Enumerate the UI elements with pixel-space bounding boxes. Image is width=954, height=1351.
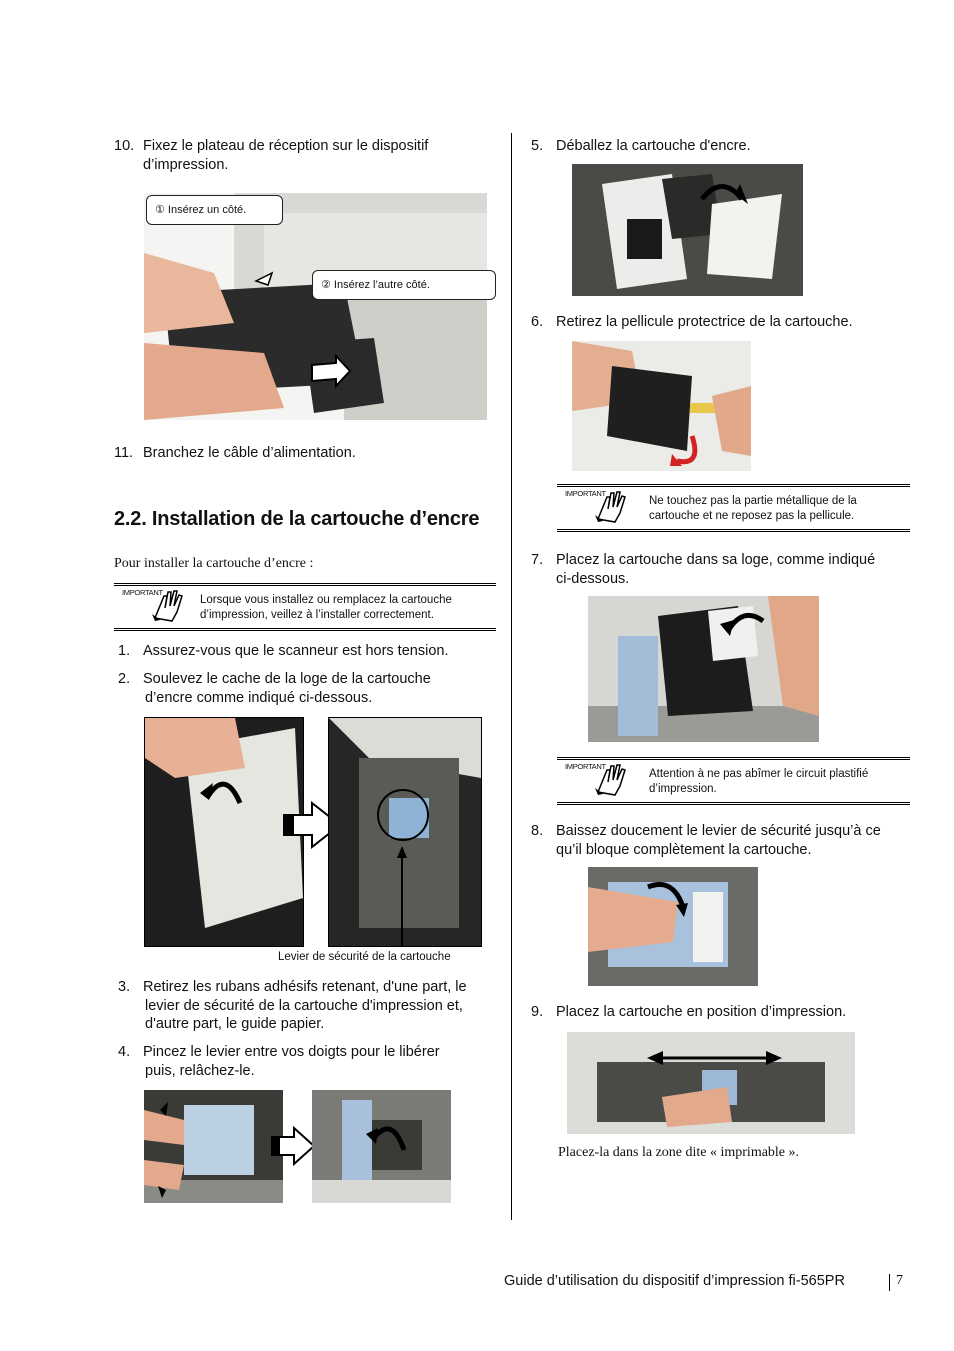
photo-release-lever: [312, 1090, 451, 1203]
step-text: Fixez le plateau de réception sur le dispositif: [143, 138, 429, 154]
hand-stop-icon: [593, 762, 631, 796]
right-arrow-icon: [270, 1126, 316, 1166]
caption-printable-zone: Placez-la dans la zone dite « imprimable ».: [558, 1145, 800, 1160]
section-title: 2.2. Installation de la cartouche d’encre: [114, 508, 480, 530]
step-number: 8.: [531, 823, 544, 839]
step-number: 11.: [114, 445, 134, 461]
step-text: levier de sécurité de la cartouche d'impression et,: [145, 997, 463, 1014]
important-text: Attention à ne pas abîmer le circuit plastifié: [649, 768, 869, 780]
important-note: [557, 484, 910, 532]
step-text: Déballez la cartouche d'encre.: [556, 138, 751, 154]
caption-safety-lever: Levier de sécurité de la cartouche: [278, 951, 451, 963]
step-text: d’encre comme indiqué ci-dessous.: [145, 689, 373, 706]
photo-insert-cartridge: [588, 596, 819, 742]
important-text: d’impression, veillez à l’installer correctement.: [200, 609, 434, 621]
step-number: 4.: [118, 1044, 131, 1060]
step-text: Pincez le levier entre vos doigts pour le libérer: [143, 1044, 440, 1060]
step-number: 3.: [118, 979, 131, 995]
photo-remove-film: [572, 341, 751, 471]
step-text: Soulevez le cache de la loge de la cartouche: [143, 671, 431, 687]
callout-insert-other-side: ② Insérez l’autre côté.: [312, 270, 496, 300]
intro-text: Pour installer la cartouche d’encre :: [114, 556, 314, 571]
important-note: [114, 583, 496, 631]
step-number: 9.: [531, 1004, 544, 1020]
photo-pinch-lever: [144, 1090, 283, 1203]
footer-title: Guide d’utilisation du dispositif d’impression fi-565PR: [504, 1273, 845, 1289]
step-text: Placez la cartouche dans sa loge, comme indiqué: [556, 552, 876, 568]
important-label: IMPORTANT: [565, 762, 606, 771]
photo-unpack-cartridge: [572, 164, 803, 296]
footer-separator: [889, 1274, 890, 1291]
step-number: 10.: [114, 138, 135, 154]
step-number: 5.: [531, 138, 544, 154]
photo-lift-cover: [144, 717, 304, 947]
step-text: ci-dessous.: [556, 570, 630, 587]
step-text: d’impression.: [143, 156, 229, 173]
page-number: 7: [896, 1273, 903, 1288]
important-text: cartouche et ne reposez pas la pellicule.: [649, 510, 855, 522]
important-label: IMPORTANT: [122, 588, 163, 597]
important-text: Lorsque vous installez ou remplacez la cartouche: [200, 594, 452, 606]
photo-cartridge-lever: [328, 717, 482, 947]
photo-receiving-tray: [144, 193, 487, 420]
step-number: 7.: [531, 552, 544, 568]
step-text: Baissez doucement le levier de sécurité jusqu’à ce: [556, 823, 881, 839]
column-divider: [511, 133, 512, 1220]
callout-insert-one-side: ① Insérez un côté.: [146, 195, 283, 225]
step-text: d'autre part, le guide papier.: [145, 1016, 325, 1032]
step-text: Assurez-vous que le scanneur est hors tension.: [143, 643, 449, 659]
important-note: [557, 757, 910, 805]
step-text: puis, relâchez-le.: [145, 1062, 255, 1079]
step-text: Retirez les rubans adhésifs retenant, d'une part, le: [143, 979, 467, 995]
step-text: qu’il bloque complètement la cartouche.: [556, 841, 812, 858]
step-text: Placez la cartouche en position d’impression.: [556, 1004, 847, 1020]
photo-lower-lever: [588, 867, 758, 986]
important-text: Ne touchez pas la partie métallique de la: [649, 495, 857, 507]
step-text: Retirez la pellicule protectrice de la cartouche.: [556, 314, 853, 330]
step-number: 2.: [118, 671, 131, 687]
hand-stop-icon: [150, 588, 188, 622]
important-label: IMPORTANT: [565, 489, 606, 498]
step-text: Branchez le câble d’alimentation.: [143, 445, 356, 461]
important-text: d’impression.: [649, 783, 717, 795]
photo-print-position: [567, 1032, 855, 1134]
hand-stop-icon: [593, 489, 631, 523]
step-number: 6.: [531, 314, 544, 330]
step-number: 1.: [118, 643, 131, 659]
